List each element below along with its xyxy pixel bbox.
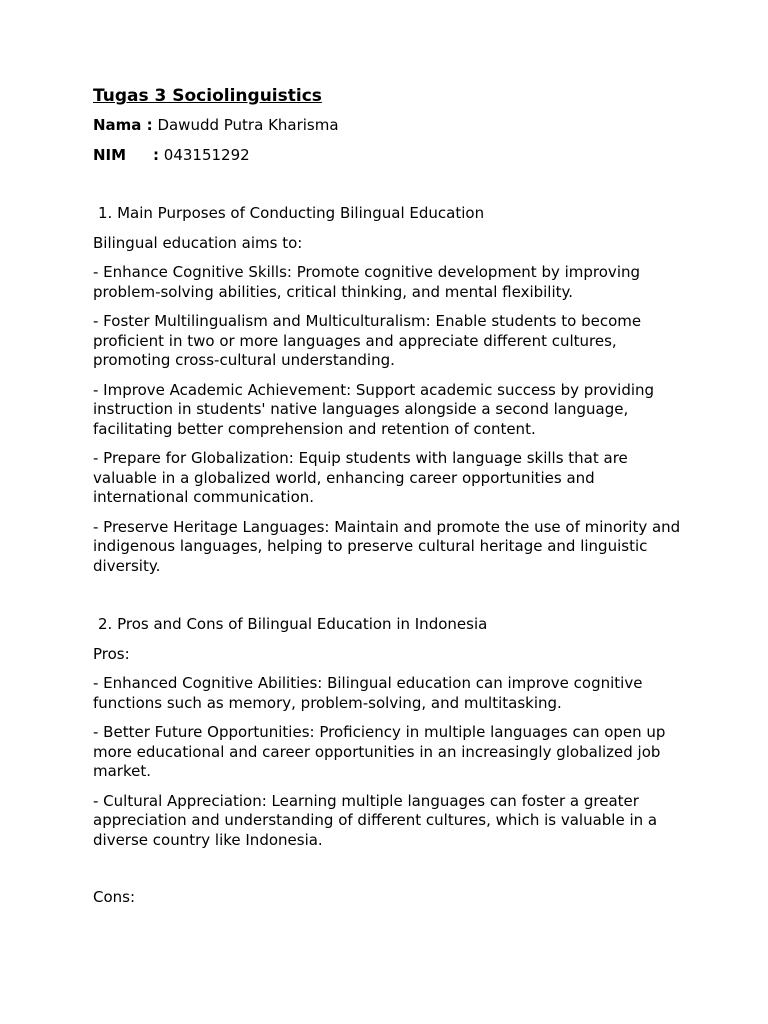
nim-colon: :	[153, 145, 159, 164]
spacer	[93, 175, 683, 204]
pros-item: - Enhanced Cognitive Abilities: Bilingual education can improve cognitive functions such as memory, problem-solving, and multitasking.	[93, 674, 643, 712]
spacer	[93, 860, 683, 888]
pros-label: Pros:	[93, 644, 130, 663]
spacer	[93, 586, 683, 615]
nim-value: 043151292	[163, 145, 250, 164]
section1-item: - Foster Multilingualism and Multiculturalism: Enable students to become proficient in two or more languages and appreciate different cultures, promoting cross-cultural understanding.	[93, 312, 642, 369]
nim-field	[93, 146, 683, 166]
document-title: Tugas 3 Sociolinguistics	[93, 86, 322, 106]
nama-field	[93, 116, 683, 136]
nim-label: NIM	[93, 145, 127, 164]
nama-value: Dawudd Putra Kharisma	[157, 116, 339, 134]
section1-item: - Improve Academic Achievement: Support academic success by providing instruction in students' native languages alongside a second language, facilitating better comprehension and retention of content.	[93, 380, 655, 438]
section1-item: - Prepare for Globalization: Equip students with language skills that are valuable in a globalized world, enhancing career opportunities and international communication.	[93, 449, 628, 506]
nama-label: Nama :	[93, 116, 153, 134]
pros-item: - Better Future Opportunities: Proficiency in multiple languages can open up more educational and career opportunities in an increasingly globalized job market.	[93, 723, 666, 780]
section1-item: - Enhance Cognitive Skills: Promote cognitive development by improving problem-solving abilities, critical thinking, and mental flexibility.	[93, 263, 641, 301]
cons-label: Cons:	[93, 888, 136, 906]
pros-item: - Cultural Appreciation: Learning multiple languages can foster a greater appreciation and understanding of different cultures, which is valuable in a diverse country like Indonesia.	[93, 791, 658, 849]
section1-intro: Bilingual education aims to:	[93, 233, 303, 252]
section1-item: - Preserve Heritage Languages: Maintain and promote the use of minority and indigenous languages, helping to preserve cultural heritage and linguistic diversity.	[93, 517, 681, 575]
section1-heading: 1. Main Purposes of Conducting Bilingual Education	[98, 204, 485, 222]
section2-heading: 2. Pros and Cons of Bilingual Education in Indonesia	[98, 615, 488, 633]
document-page	[93, 84, 683, 918]
